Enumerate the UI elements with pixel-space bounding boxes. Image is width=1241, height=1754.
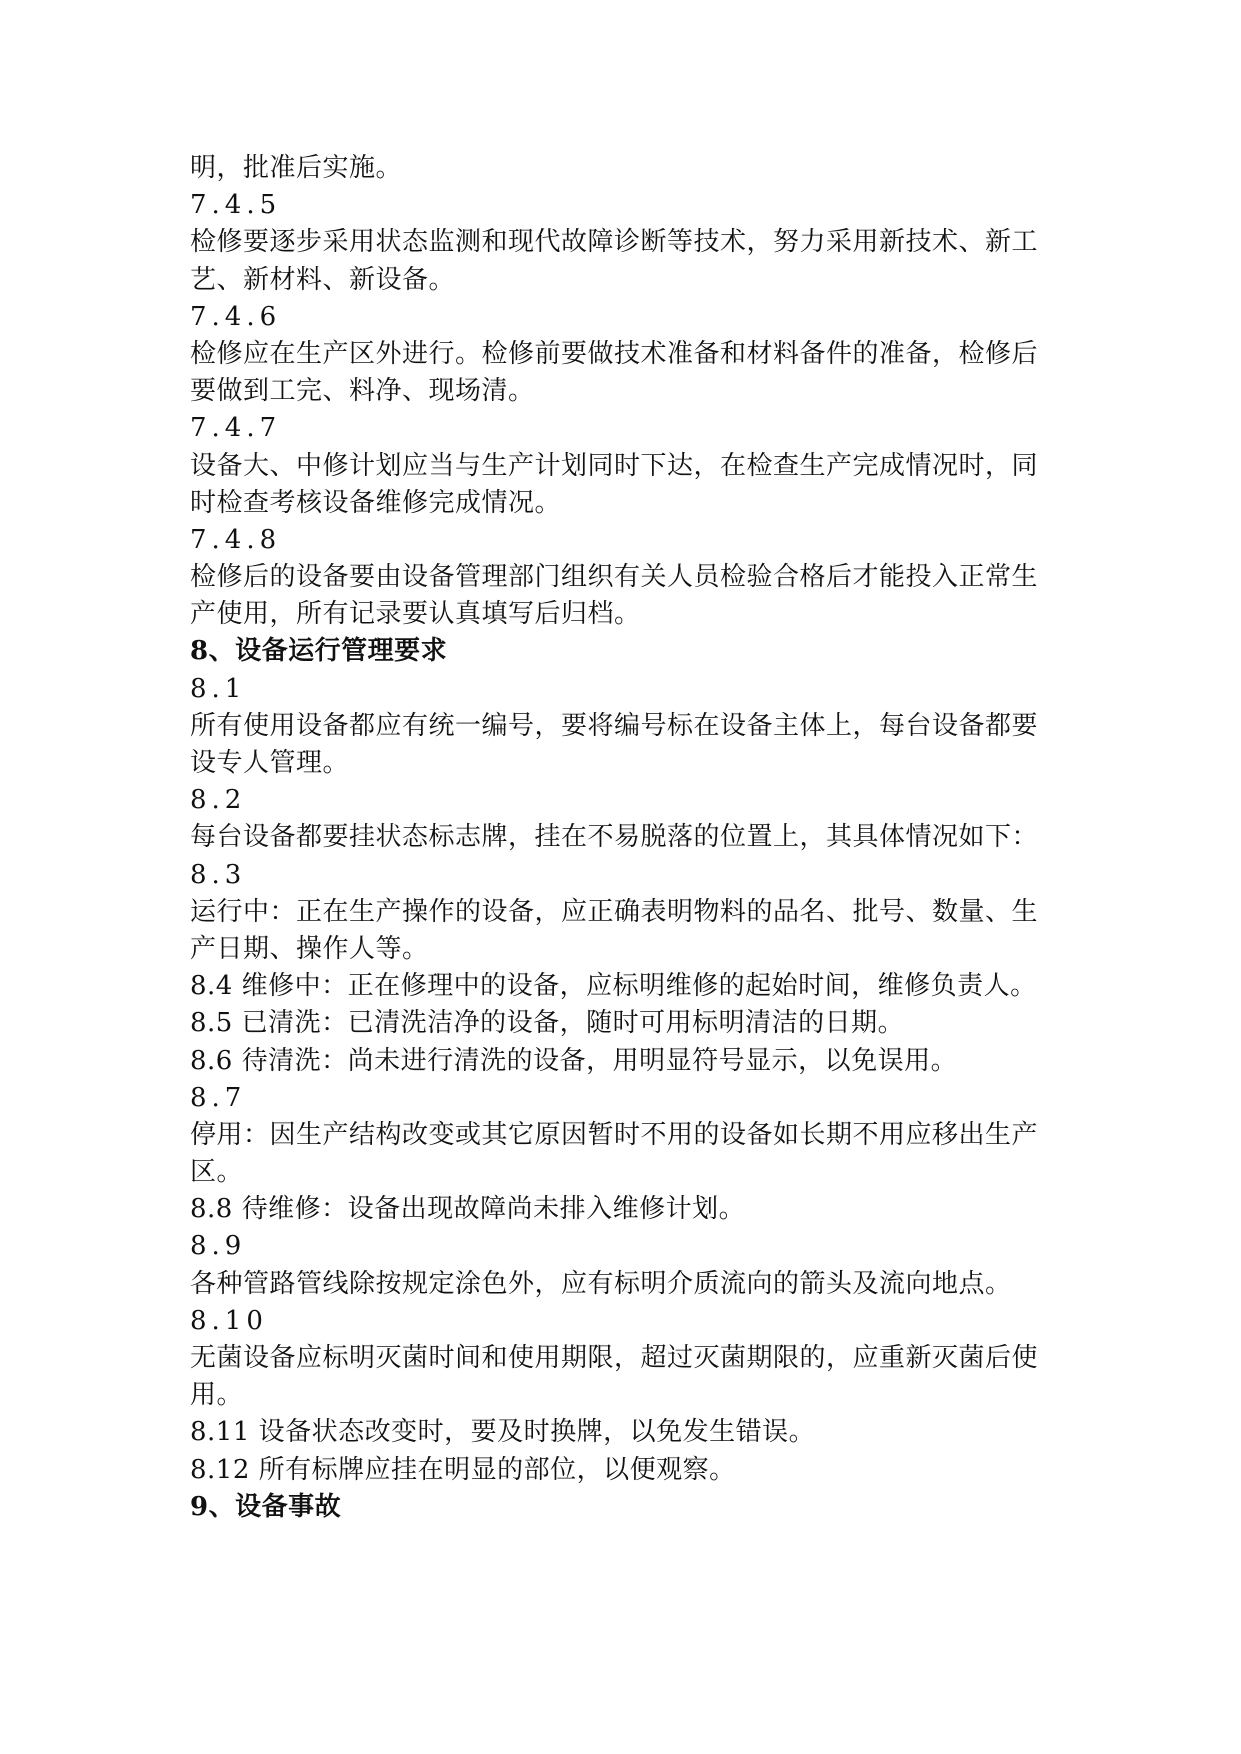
paragraph-line: 要做到工完、料净、现场清。 (190, 376, 535, 407)
paragraph-line: 产日期、操作人等。 (190, 933, 429, 964)
paragraph-line: 检修后的设备要由设备管理部门组织有关人员检验合格后才能投入正常生 (190, 562, 1039, 593)
clause-number: 8.2 (190, 785, 247, 816)
document-body (190, 150, 1060, 1526)
clause-number: 8.3 (190, 859, 247, 890)
paragraph-line: 各种管路管线除按规定涂色外，应有标明介质流向的箭头及流向地点。 (190, 1268, 1012, 1299)
clause-number: 8.7 (190, 1082, 247, 1113)
paragraph-line: 无菌设备应标明灭菌时间和使用期限，超过灭菌期限的，应重新灭菌后使 (190, 1343, 1039, 1373)
paragraph-line: 时检查考核设备维修完成情况。 (190, 487, 562, 518)
paragraph-line: 停用：因生产结构改变或其它原因暂时不用的设备如长期不用应移出生产 (190, 1119, 1039, 1150)
paragraph-line: 每台设备都要挂状态标志牌，挂在不易脱落的位置上，其具体情况如下： (190, 822, 1039, 853)
clause-number: 7.4.6 (190, 301, 282, 332)
paragraph-line: 检修应在生产区外进行。检修前要做技术准备和材料备件的准备，检修后 (190, 338, 1039, 369)
paragraph-line: 设专人管理。 (190, 748, 350, 778)
paragraph-line: 艺、新材料、新设备。 (190, 264, 456, 295)
paragraph-line: 8.6 待清洗：尚未进行清洗的设备，用明显符号显示，以免误用。 (190, 1045, 958, 1076)
clause-number: 7.4.8 (190, 524, 282, 555)
paragraph-line: 8.8 待维修：设备出现故障尚未排入维修计划。 (190, 1194, 746, 1225)
paragraph-line: 8.12 所有标牌应挂在明显的部位，以便观察。 (190, 1454, 736, 1485)
paragraph-line: 所有使用设备都应有统一编号，要将编号标在设备主体上，每台设备都要 (190, 710, 1039, 741)
paragraph-line: 用。 (190, 1380, 244, 1411)
paragraph-line: 8.4 维修中：正在修理中的设备，应标明维修的起始时间，维修负责人。 (190, 971, 1037, 1002)
paragraph-line: 检修要逐步采用状态监测和现代故障诊断等技术，努力采用新技术、新工 (190, 227, 1039, 258)
clause-number: 8.10 (190, 1305, 268, 1336)
paragraph-line: 设备大、中修计划应当与生产计划同时下达，在检查生产完成情况时，同 (190, 450, 1039, 481)
clause-number: 7.4.7 (190, 413, 282, 444)
clause-number: 7.4.5 (190, 190, 282, 221)
paragraph-line: 区。 (190, 1157, 244, 1188)
section-heading: 9、设备事故 (190, 1491, 342, 1522)
section-heading: 8、设备运行管理要求 (190, 636, 448, 667)
paragraph-line: 8.11 设备状态改变时，要及时换牌，以免发生错误。 (190, 1417, 816, 1448)
paragraph-line: 产使用，所有记录要认真填写后归档。 (190, 599, 641, 630)
paragraph-line: 明，批准后实施。 (190, 153, 403, 183)
clause-number: 8.9 (190, 1231, 247, 1262)
paragraph-line: 8.5 已清洗：已清洗洁净的设备，随时可用标明清洁的日期。 (190, 1008, 905, 1039)
clause-number: 8.1 (190, 673, 247, 704)
paragraph-line: 运行中：正在生产操作的设备，应正确表明物料的品名、批号、数量、生 (190, 896, 1039, 927)
